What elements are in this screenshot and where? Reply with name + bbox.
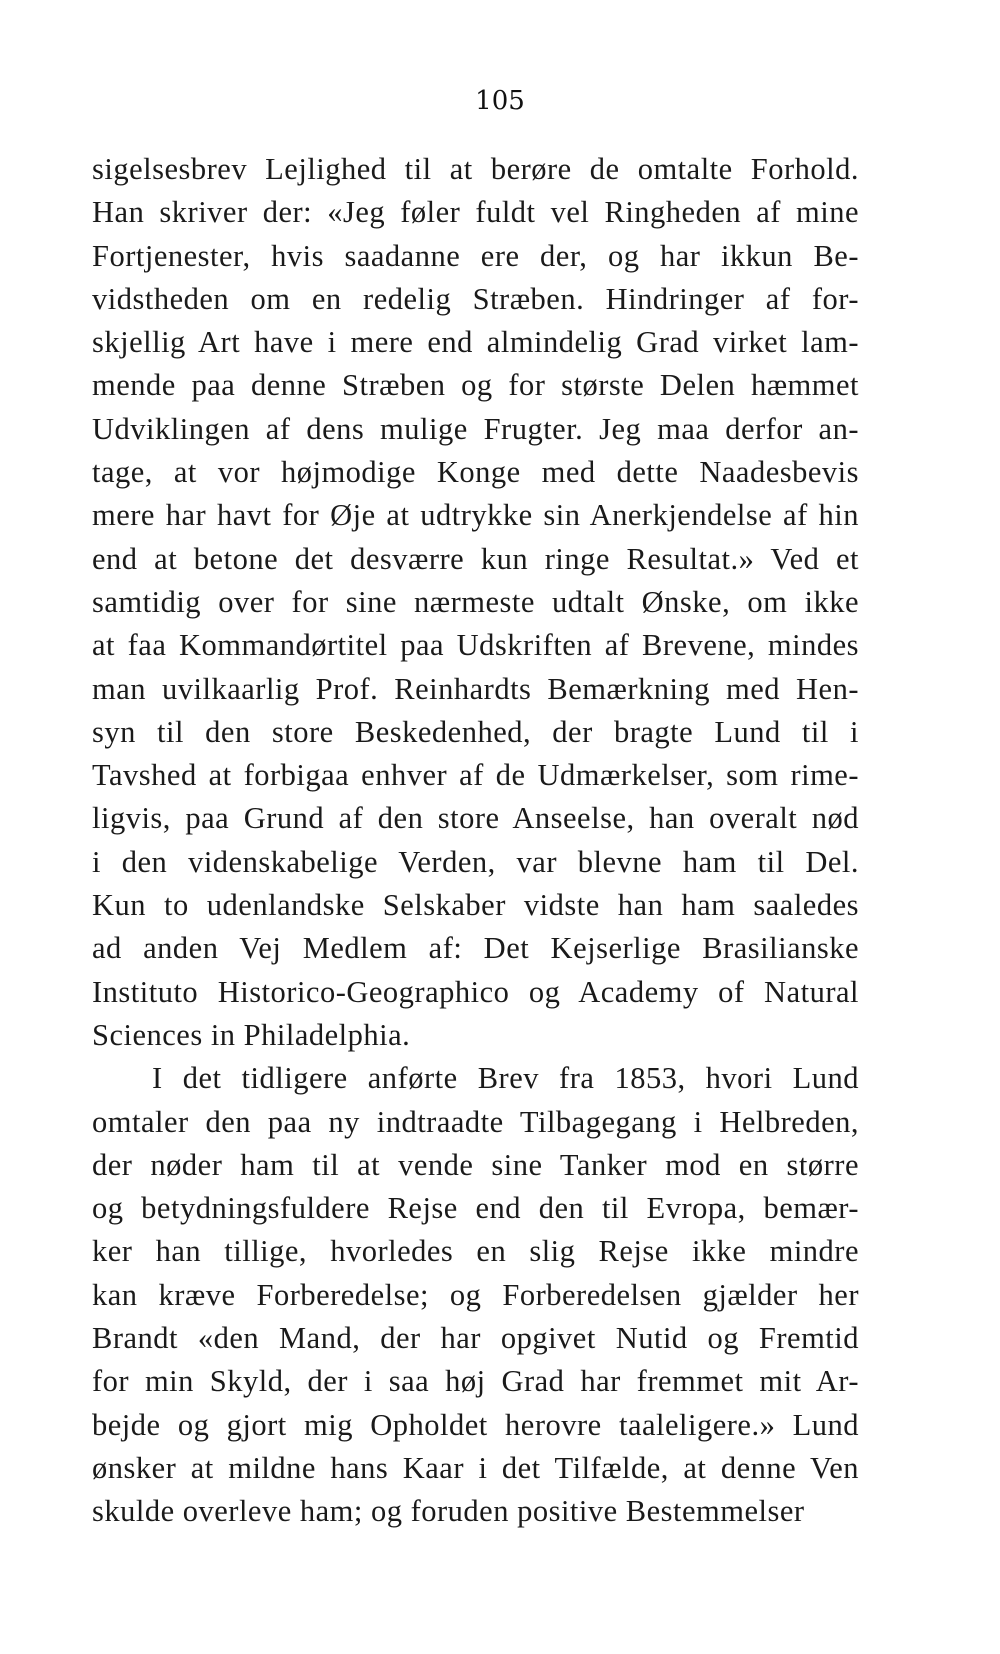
- text-line: skulde overleve ham; og foruden positive Bestemmelser: [92, 1494, 805, 1529]
- text-line: ad anden Vej Medlem af: Det Kejserlige Brasilianske: [92, 931, 859, 966]
- text-line: der nøder ham til at vende sine Tanker mod en større: [92, 1147, 859, 1182]
- text-line: bejde og gjort mig Opholdet herovre taaleligere.» Lund: [92, 1407, 859, 1442]
- text-line: skjellig Art have i mere end almindelig Grad virket lam-: [92, 325, 859, 360]
- text-line: kan kræve Forberedelse; og Forberedelsen gjælder her: [92, 1277, 859, 1312]
- text-line: sigelsesbrev Lejlighed til at berøre de omtalte Forhold.: [92, 152, 859, 186]
- text-line: vidstheden om en redelig Stræben. Hindringer af for-: [92, 281, 859, 316]
- text-line: mende paa denne Stræben og for største Delen hæmmet: [92, 368, 859, 403]
- text-line: ønsker at mildne hans Kaar i det Tilfælde, at denne Ven: [92, 1450, 859, 1485]
- body-text: [92, 148, 859, 1534]
- text-line: omtaler den paa ny indtraadte Tilbagegang i Helbreden,: [92, 1104, 859, 1139]
- text-line: at faa Kommandørtitel paa Udskriften af Brevene, mindes: [92, 628, 859, 663]
- text-line: syn til den store Beskedenhed, der bragte Lund til i: [92, 714, 859, 749]
- text-line: ker han tillige, hvorledes en slig Rejse ikke mindre: [92, 1234, 859, 1269]
- text-line: i den videnskabelige Verden, var blevne ham til Del.: [92, 844, 859, 879]
- text-line: I det tidligere anførte Brev fra 1853, hvori Lund: [152, 1061, 859, 1096]
- page-number: 105: [475, 86, 525, 116]
- text-line: mere har havt for Øje at udtrykke sin Anerkjendelse af hin: [92, 498, 859, 533]
- text-line: samtidig over for sine nærmeste udtalt Ønske, om ikke: [92, 584, 859, 619]
- text-line: og betydningsfuldere Rejse end den til Evropa, bemær-: [92, 1191, 859, 1226]
- text-line: man uvilkaarlig Prof. Reinhardts Bemærkning med Hen-: [92, 671, 859, 706]
- text-line: Tavshed at forbigaa enhver af de Udmærkelser, som rime-: [92, 758, 859, 793]
- text-line: end at betone det desværre kun ringe Resultat.» Ved et: [92, 541, 859, 576]
- text-line: Udviklingen af dens mulige Frugter. Jeg maa derfor an-: [92, 411, 859, 446]
- text-line: ligvis, paa Grund af den store Anseelse, han overalt nød: [92, 801, 859, 836]
- text-line: Fortjenester, hvis saadanne ere der, og har ikkun Be-: [92, 238, 859, 273]
- text-line: Han skriver der: «Jeg føler fuldt vel Ringheden af mine: [92, 195, 859, 230]
- text-line: Instituto Historico-Geographico og Academy of Natural: [92, 974, 859, 1009]
- text-line: for min Skyld, der i saa høj Grad har fremmet mit Ar-: [92, 1364, 859, 1399]
- text-line: Brandt «den Mand, der har opgivet Nutid og Fremtid: [92, 1321, 859, 1356]
- text-line: Kun to udenlandske Selskaber vidste han ham saaledes: [92, 888, 859, 923]
- text-line: tage, at vor højmodige Konge med dette Naadesbevis: [92, 455, 859, 490]
- text-line: Sciences in Philadelphia.: [92, 1017, 411, 1052]
